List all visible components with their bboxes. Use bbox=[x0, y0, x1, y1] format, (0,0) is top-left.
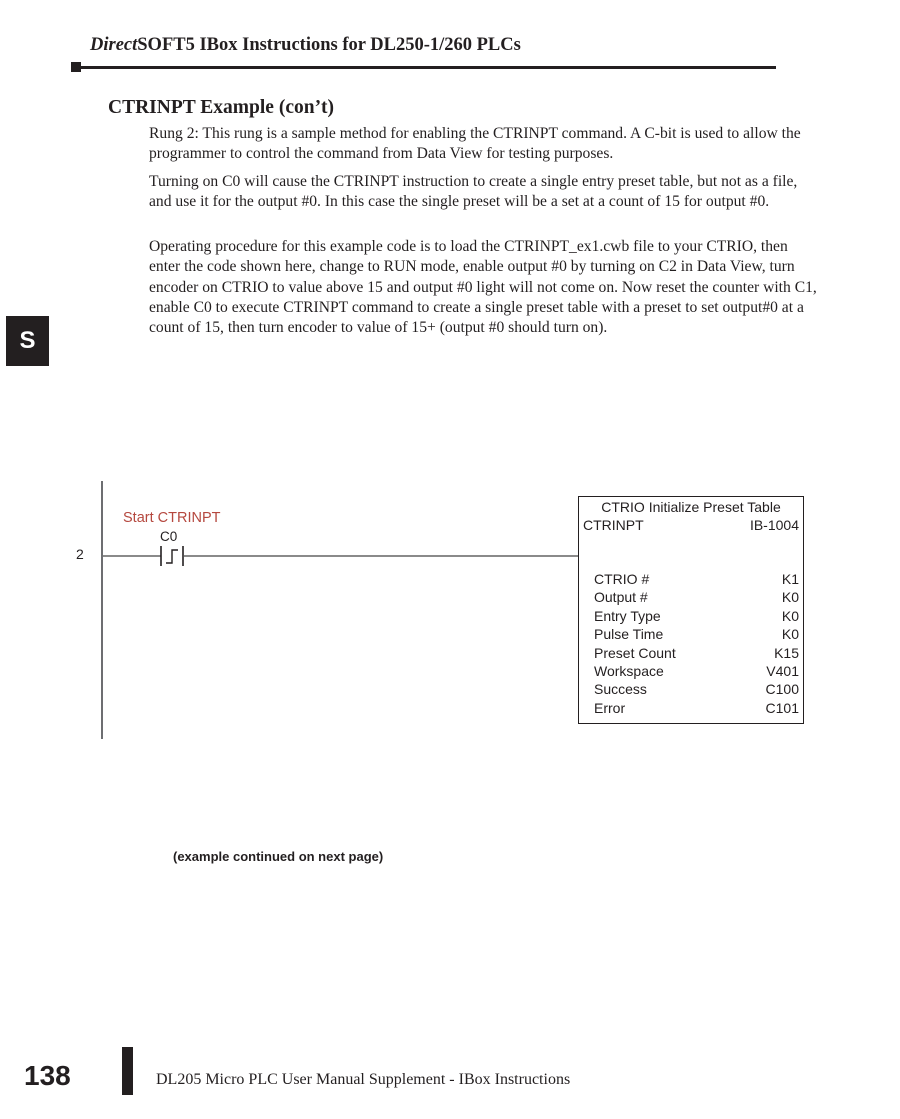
param-label: Entry Type bbox=[594, 607, 661, 624]
param-label: Error bbox=[594, 699, 626, 716]
section-tab: S bbox=[6, 316, 49, 366]
header-title: SOFT5 IBox Instructions for DL250-1/260 PLCs bbox=[137, 35, 521, 55]
rung-wire bbox=[184, 555, 579, 557]
param-value: K0 bbox=[781, 589, 799, 606]
param-label: Pulse Time bbox=[594, 626, 664, 643]
param-value: K0 bbox=[781, 626, 799, 643]
running-header bbox=[90, 35, 521, 56]
section-heading: CTRINPT Example (con’t) bbox=[108, 97, 335, 118]
ibox-params bbox=[594, 570, 799, 717]
param-row bbox=[594, 662, 799, 680]
rung-wire bbox=[103, 555, 161, 557]
param-value: K0 bbox=[781, 607, 799, 624]
param-label: Success bbox=[594, 681, 647, 698]
param-value: C100 bbox=[765, 681, 799, 698]
param-row bbox=[594, 680, 799, 698]
paragraph-c0-behavior: Turning on C0 will cause the CTRINPT instruction to create a single entry preset table, but not as a file, and use it for the output #0. In this case the single preset will be a set at a count of 15 for output #0. bbox=[149, 173, 798, 211]
header-rule-marker bbox=[71, 62, 81, 72]
continued-note: (example continued on next page) bbox=[173, 849, 384, 864]
param-row bbox=[594, 625, 799, 643]
page-number: 138 bbox=[24, 1060, 71, 1091]
param-label: Preset Count bbox=[594, 644, 676, 661]
rung-number: 2 bbox=[76, 546, 84, 562]
footer-bar bbox=[122, 1047, 133, 1095]
param-row bbox=[594, 588, 799, 606]
footer-title: DL205 Micro PLC User Manual Supplement - IBox Instructions bbox=[156, 1071, 571, 1088]
contact-nickname: Start CTRINPT bbox=[123, 510, 221, 526]
header-rule bbox=[74, 66, 776, 69]
param-row bbox=[594, 570, 799, 588]
header-brand: Direct bbox=[90, 35, 138, 55]
paragraph-operating-procedure: Operating procedure for this example code is to load the CTRINPT_ex1.cwb file to your CTRIO, then enter the code shown here, change to RUN mode, enable output #0 by turning on C2 in Data View, turn encoder on CTRIO to value above 15 and output #0 light will not come on. Now reset the counter with C1, enable C0 to execute CTRINPT command to create a single preset table with a preset to set output#0 at a count of 15, then turn encoder to value of 15+ (output #0 should turn on). bbox=[149, 238, 817, 337]
param-value: K15 bbox=[774, 644, 799, 661]
param-label: CTRIO # bbox=[594, 571, 650, 587]
paragraph-rung-description: Rung 2: This rung is a sample method for enabling the CTRINPT command. A C-bit is used to allow the programmer to control the command from Data View for testing purposes. bbox=[149, 125, 801, 163]
positive-edge-contact-icon bbox=[159, 545, 185, 567]
param-value: V401 bbox=[766, 662, 799, 679]
ibox-code: IB-1004 bbox=[749, 517, 799, 533]
ibox-ctrinpt bbox=[578, 496, 804, 724]
param-value: C101 bbox=[765, 699, 799, 716]
param-label: Output # bbox=[594, 589, 648, 606]
left-power-rail bbox=[101, 481, 103, 739]
ibox-title: CTRIO Initialize Preset Table bbox=[601, 499, 781, 515]
param-row bbox=[594, 699, 799, 717]
contact-address: C0 bbox=[160, 529, 178, 544]
ibox-mnemonic: CTRINPT bbox=[583, 517, 644, 533]
param-value: K1 bbox=[781, 571, 799, 587]
param-row bbox=[594, 644, 799, 662]
param-label: Workspace bbox=[594, 662, 664, 679]
param-row bbox=[594, 607, 799, 625]
